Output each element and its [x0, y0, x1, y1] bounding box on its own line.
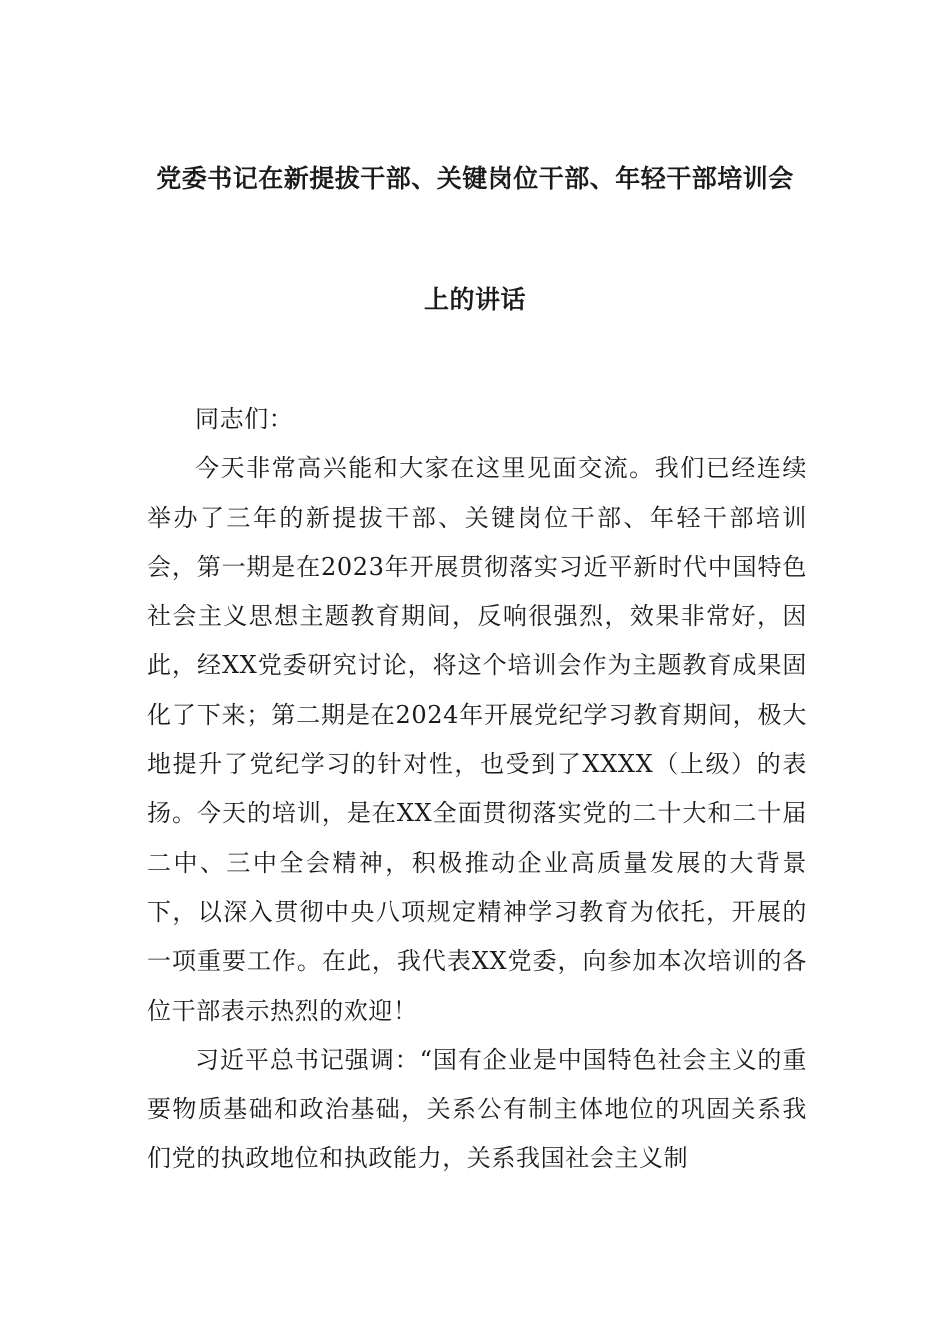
body-paragraph: 今天非常高兴能和大家在这里见面交流。我们已经连续举办了三年的新提拔干部、关键岗位干部、年轻干部培训会，第一期是在2023年开展贯彻落实习近平新时代中国特色社会主义思想主题教育期间，反响很强烈，效果非常好，因此，经XX党委研究讨论，将这个培训会作为主题教育成果固化了下来；第二期是在2024年开展党纪学习教育期间，极大地提升了党纪学习的针对性，也受到了XXXX（上级）的表扬。今天的培训，是在XX全面贯彻落实党的二十大和二十届二中、三中全会精神，积极推动企业高质量发展的大背景下，以深入贯彻中央八项规定精神学习教育为依托，开展的一项重要工作。在此，我代表XX党委，向参加本次培训的各位干部表示热烈的欢迎！ [147, 454, 807, 1025]
body-paragraph: 习近平总书记强调：“国有企业是中国特色社会主义的重要物质基础和政治基础，关系公有制主体地位的巩固关系我们党的执政地位和执政能力，关系我国社会主义制 [147, 1045, 807, 1173]
document-body [147, 395, 807, 1184]
salutation-paragraph: 同志们： [195, 405, 294, 433]
document-title-line-1: 党委书记在新提拔干部、关键岗位干部、年轻干部培训会 [156, 164, 794, 193]
document-title-line-2: 上的讲话 [423, 285, 526, 314]
